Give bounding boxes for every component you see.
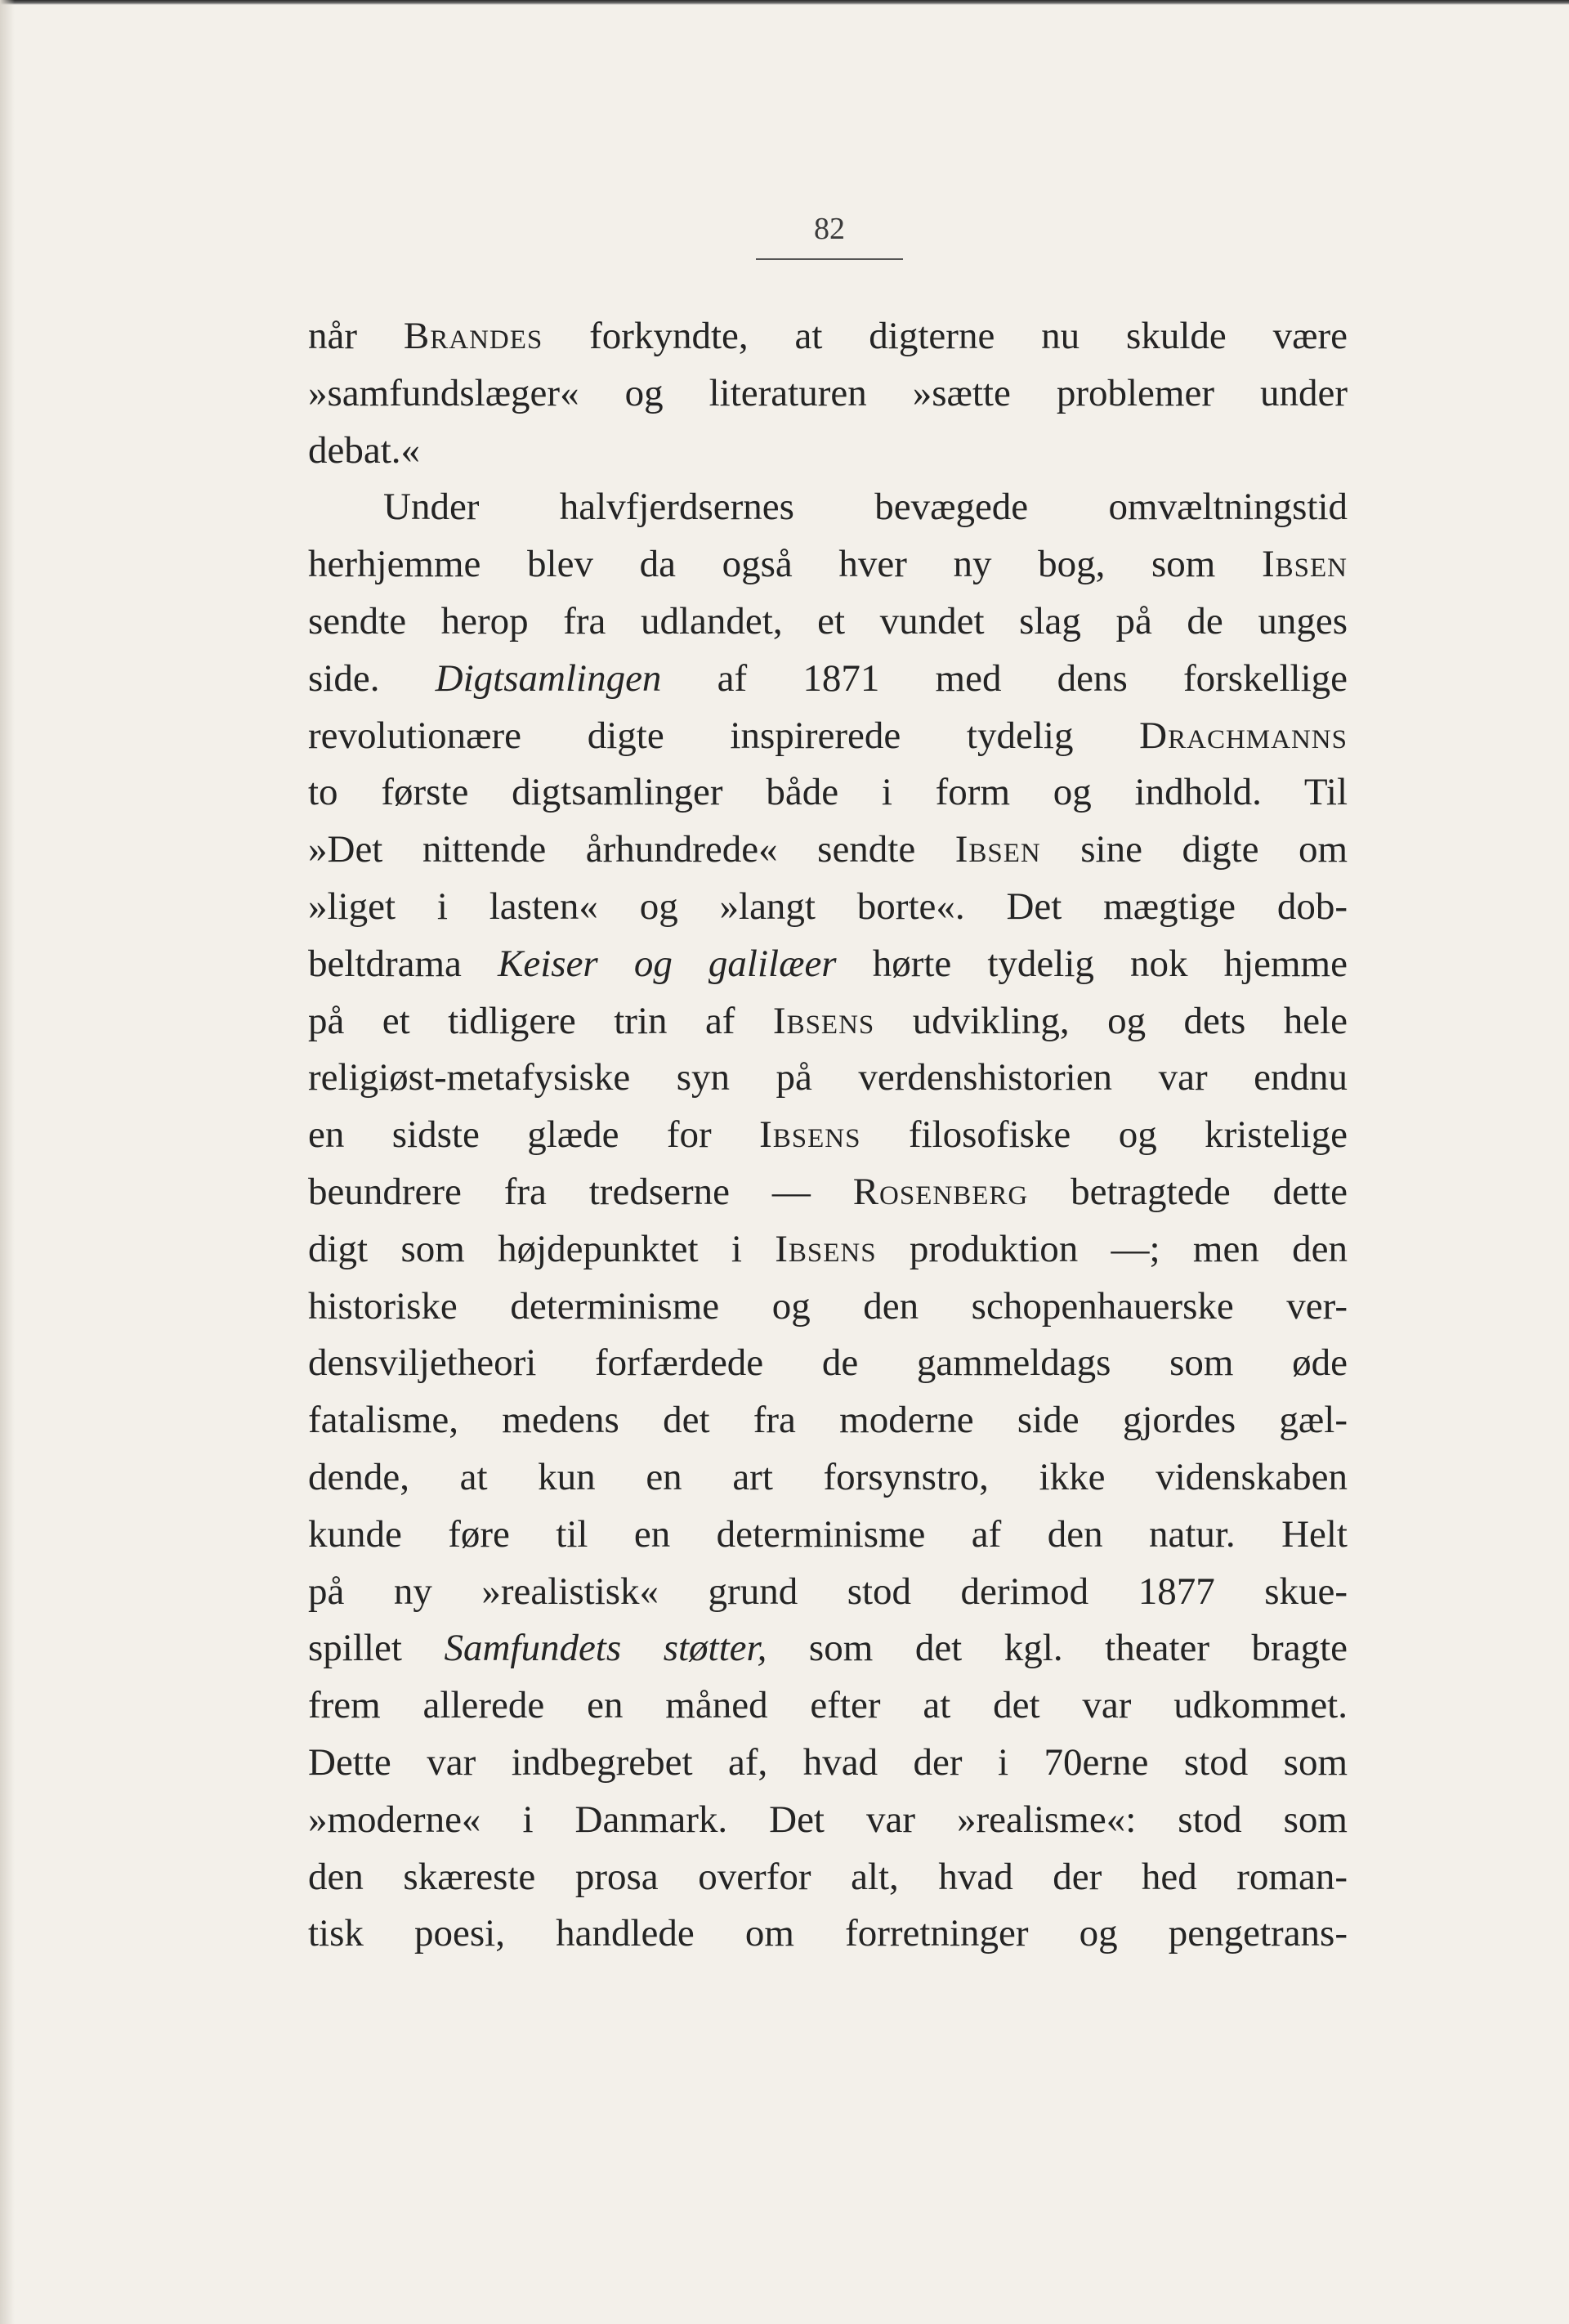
text-line bbox=[308, 1278, 1348, 1336]
text-run: debat.« bbox=[308, 428, 421, 472]
text-run: forkyndte, at digterne nu skulde være bbox=[543, 315, 1348, 357]
author-name: Ibsens bbox=[775, 1227, 877, 1270]
text-run: »Det nittende århundrede« sendte bbox=[308, 828, 955, 871]
text-line bbox=[308, 1392, 1348, 1449]
text-run: hørte tydelig nok hjemme bbox=[836, 942, 1348, 985]
text-run: sendte herop fra udlandet, et vundet slag på de unges bbox=[308, 599, 1348, 643]
text-run: herhjemme blev da også hver ny bog, som bbox=[308, 543, 1262, 586]
text-run: Under halvfjerdsernes bevægede omvæltningstid bbox=[383, 486, 1348, 529]
work-title: Keiser og galilæer bbox=[498, 942, 837, 985]
text-line bbox=[308, 593, 1348, 651]
text-run: en sidste glæde for bbox=[308, 1113, 760, 1157]
page-number: 82 bbox=[814, 212, 845, 246]
text-run: udvikling, og dets hele bbox=[874, 999, 1348, 1042]
page-top-edge bbox=[0, 0, 1569, 5]
text-line bbox=[308, 308, 1348, 365]
text-run: digt som højdepunktet i bbox=[308, 1227, 776, 1270]
page-gutter-shadow bbox=[0, 0, 15, 2324]
text-line bbox=[308, 936, 1348, 993]
text-run: den skæreste prosa overfor alt, hvad der hed roman- bbox=[308, 1855, 1348, 1898]
text-line bbox=[308, 1735, 1348, 1792]
text-run: Dette var indbegrebet af, hvad der i 70erne stod som bbox=[308, 1740, 1348, 1784]
text-run: fatalisme, medens det fra moderne side gjordes gæl- bbox=[308, 1399, 1348, 1442]
text-run: side. bbox=[308, 656, 436, 700]
text-line bbox=[308, 1849, 1348, 1906]
text-run: som det kgl. theater bragte bbox=[767, 1627, 1348, 1670]
author-name: Ibsens bbox=[772, 999, 875, 1042]
text-line bbox=[308, 423, 1348, 480]
text-line bbox=[308, 1221, 1348, 1278]
text-run: tisk poesi, handlede om forretninger og pengetrans- bbox=[308, 1912, 1348, 1955]
text-line bbox=[308, 1677, 1348, 1735]
text-run: to første digtsamlinger både i form og indhold. Til bbox=[308, 771, 1348, 814]
text-run: spillet bbox=[308, 1627, 445, 1670]
text-run: frem allerede en måned efter at det var udkommet. bbox=[308, 1684, 1348, 1727]
text-run: historiske determinisme og den schopenhauerske ver- bbox=[308, 1284, 1348, 1328]
author-name: Ibsen bbox=[954, 828, 1041, 871]
text-run: densviljetheori forfærdede de gammeldags som øde bbox=[308, 1341, 1348, 1385]
text-line bbox=[308, 1335, 1348, 1392]
author-name: Drachmanns bbox=[1139, 714, 1348, 757]
text-line bbox=[308, 365, 1348, 423]
text-run: betragtede dette bbox=[1028, 1170, 1348, 1213]
text-line bbox=[308, 708, 1348, 765]
text-line bbox=[308, 1107, 1348, 1164]
text-line bbox=[308, 1449, 1348, 1507]
text-line bbox=[308, 822, 1348, 879]
text-line bbox=[308, 1620, 1348, 1677]
text-run: når bbox=[308, 315, 404, 357]
text-run: beltdrama bbox=[308, 942, 498, 985]
work-title: Samfundets støtter, bbox=[444, 1627, 767, 1670]
text-run: »moderne« i Danmark. Det var »realisme«: stod som bbox=[308, 1798, 1348, 1841]
text-line bbox=[308, 879, 1348, 936]
text-run: produktion —; men den bbox=[876, 1227, 1348, 1270]
text-line bbox=[308, 993, 1348, 1050]
text-run: religiøst-metafysiske syn på verdenshistorien var endnu bbox=[308, 1056, 1348, 1099]
header-rule bbox=[756, 258, 903, 260]
text-run: revolutionære digte inspirerede tydelig bbox=[308, 714, 1140, 757]
text-run: på et tidligere trin af bbox=[308, 999, 773, 1042]
text-line bbox=[308, 536, 1348, 593]
text-line bbox=[308, 1564, 1348, 1621]
text-run: kunde føre til en determinisme af den natur. Helt bbox=[308, 1512, 1348, 1556]
text-run: dende, at kun en art forsynstro, ikke videnskaben bbox=[308, 1455, 1348, 1498]
text-run: »samfundslæger« og literaturen »sætte problemer under bbox=[308, 371, 1348, 414]
text-line bbox=[308, 764, 1348, 822]
text-line bbox=[308, 1050, 1348, 1107]
text-line bbox=[308, 1792, 1348, 1849]
author-name: Brandes bbox=[403, 315, 543, 357]
text-line bbox=[308, 479, 1348, 536]
text-line bbox=[308, 1507, 1348, 1564]
text-run: »liget i lasten« og »langt borte«. Det mægtige dob- bbox=[308, 884, 1348, 928]
text-run: af 1871 med dens forskellige bbox=[661, 656, 1348, 700]
text-run: på ny »realistisk« grund stod derimod 1877 skue- bbox=[308, 1569, 1348, 1613]
body-text bbox=[308, 308, 1348, 1963]
text-line bbox=[308, 651, 1348, 708]
text-line bbox=[308, 1905, 1348, 1963]
text-run: sine digte om bbox=[1040, 828, 1348, 871]
author-name: Rosenberg bbox=[852, 1170, 1029, 1213]
text-run: beundrere fra tredserne — bbox=[308, 1170, 853, 1213]
text-run: filosofiske og kristelige bbox=[860, 1113, 1348, 1157]
work-title: Digtsamlingen bbox=[435, 656, 662, 700]
author-name: Ibsens bbox=[759, 1113, 861, 1157]
text-line bbox=[308, 1164, 1348, 1221]
author-name: Ibsen bbox=[1261, 543, 1348, 586]
